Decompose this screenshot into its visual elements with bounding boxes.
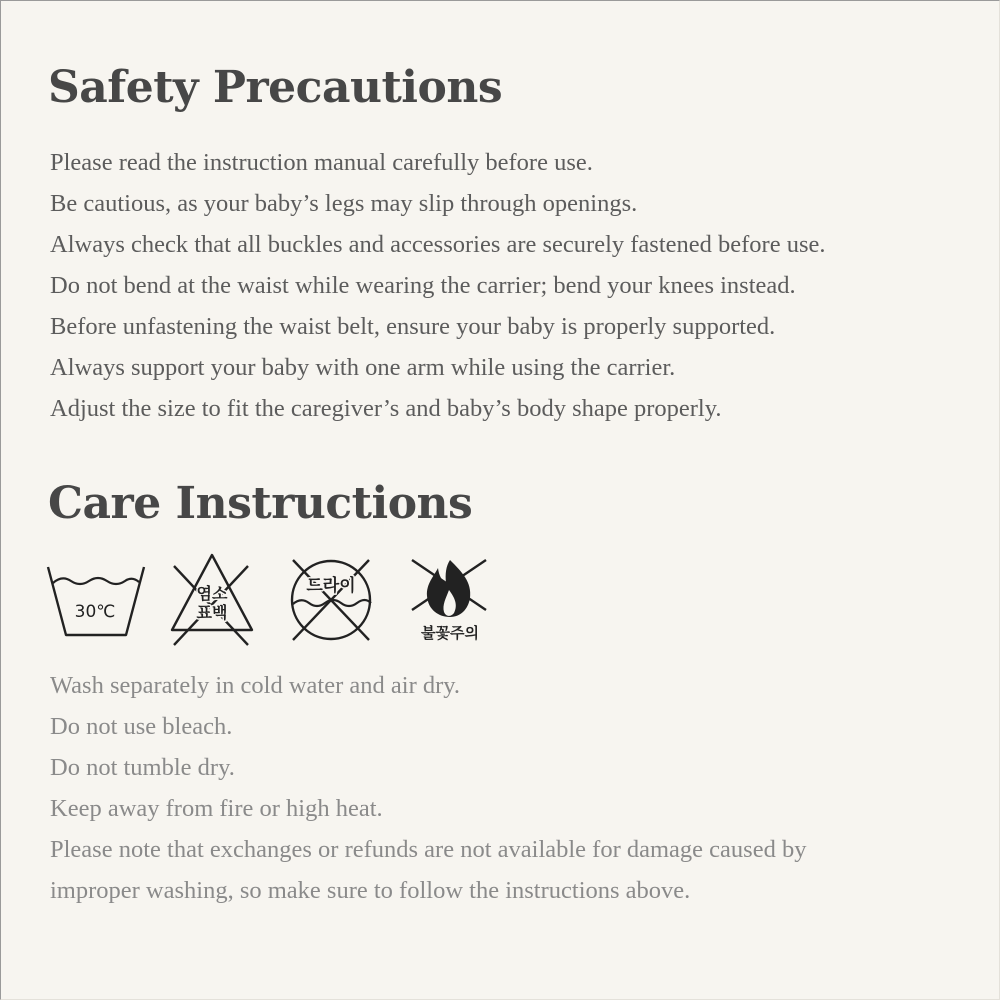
care-item: Keep away from fire or high heat. bbox=[50, 795, 383, 822]
bleach-label-line1: 염소 bbox=[196, 584, 228, 603]
no-fire-icon bbox=[402, 550, 498, 650]
safety-item: Adjust the size to fit the caregiver’s and baby’s body shape properly. bbox=[50, 395, 722, 422]
wash-temp-label: 30℃ bbox=[74, 602, 116, 622]
safety-precautions-title: Safety Precautions bbox=[48, 62, 503, 113]
safety-item: Do not bend at the waist while wearing the carrier; bend your knees instead. bbox=[50, 272, 796, 299]
safety-item: Always check that all buckles and accessories are securely fastened before use. bbox=[50, 231, 826, 258]
care-symbols bbox=[44, 550, 504, 650]
wash-30-icon bbox=[44, 550, 146, 640]
safety-item: Before unfastening the waist belt, ensure your baby is properly supported. bbox=[50, 313, 776, 340]
dry-label: 드라이 bbox=[306, 576, 356, 596]
care-item: Wash separately in cold water and air dry. bbox=[50, 672, 461, 699]
safety-item: Please read the instruction manual carefully before use. bbox=[50, 149, 593, 176]
care-item: Do not use bleach. bbox=[50, 713, 233, 740]
no-bleach-icon bbox=[164, 550, 260, 650]
care-instructions-title: Care Instructions bbox=[48, 478, 473, 529]
safety-item: Be cautious, as your baby’s legs may slip through openings. bbox=[50, 190, 638, 217]
care-item: Do not tumble dry. bbox=[50, 754, 235, 781]
safety-item: Always support your baby with one arm while using the carrier. bbox=[50, 354, 676, 381]
safety-precautions-list bbox=[50, 142, 825, 429]
no-dry-icon bbox=[287, 550, 377, 646]
bleach-label-line2: 표백 bbox=[196, 603, 228, 622]
care-item: Please note that exchanges or refunds are not available for damage caused by bbox=[50, 836, 807, 863]
fire-label: 불꽃주의 bbox=[421, 624, 479, 642]
care-item: improper washing, so make sure to follow the instructions above. bbox=[50, 877, 691, 904]
care-instructions-list bbox=[50, 665, 806, 911]
